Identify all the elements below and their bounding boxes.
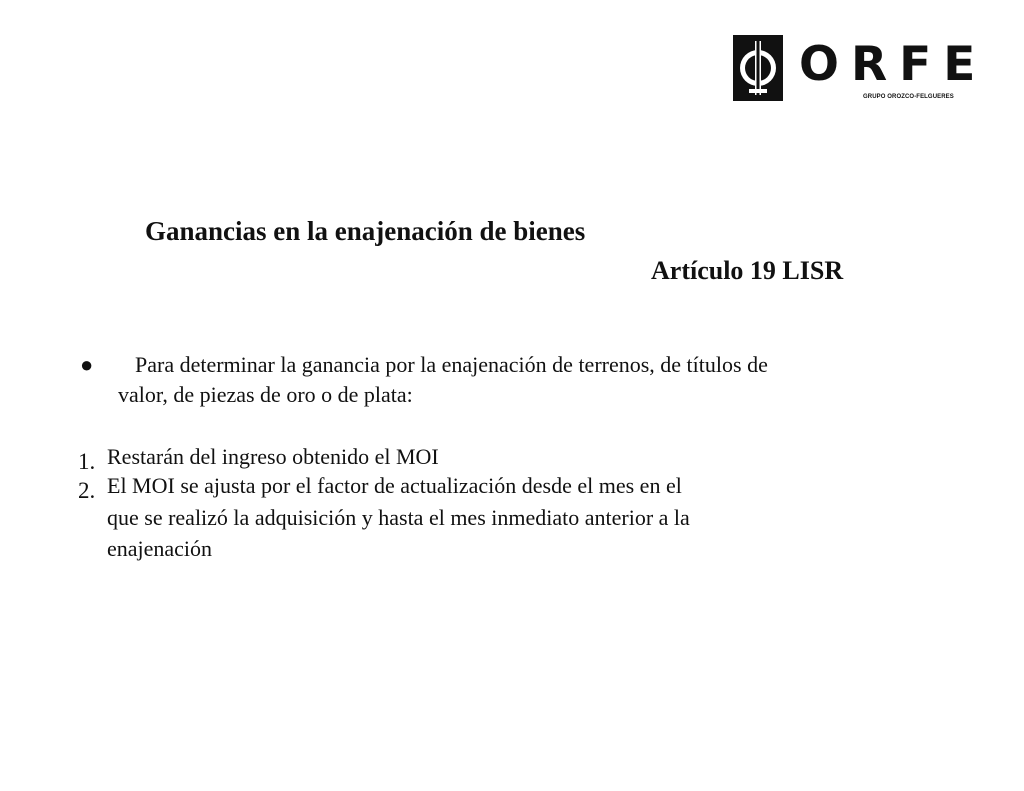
bullet-text-line: Para determinar la ganancia por la enajenación de terrenos, de títulos de (135, 352, 768, 377)
list-item-text: que se realizó la adquisición y hasta el mes inmediato anterior a la (107, 505, 690, 530)
list-number: 1. (78, 449, 96, 474)
logo-tagline: GRUPO OROZCO-FELGUERES (863, 94, 954, 100)
list-number: 2. (78, 478, 96, 503)
bullet-text-line: valor, de piezas de oro o de plata: (118, 382, 413, 407)
logo-wordmark: ORFE (799, 37, 988, 92)
list-item-text: Restarán del ingreso obtenido el MOI (107, 444, 439, 469)
bullet-icon: ● (80, 352, 94, 377)
slide-subtitle: Artículo 19 LISR (651, 256, 844, 285)
list-item-text: enajenación (107, 536, 213, 561)
orfe-emblem-icon (733, 35, 783, 101)
slide-title: Ganancias en la enajenación de bienes (145, 216, 586, 246)
orfe-logo (733, 35, 988, 103)
list-item-text: El MOI se ajusta por el factor de actualización desde el mes en el (107, 473, 682, 498)
